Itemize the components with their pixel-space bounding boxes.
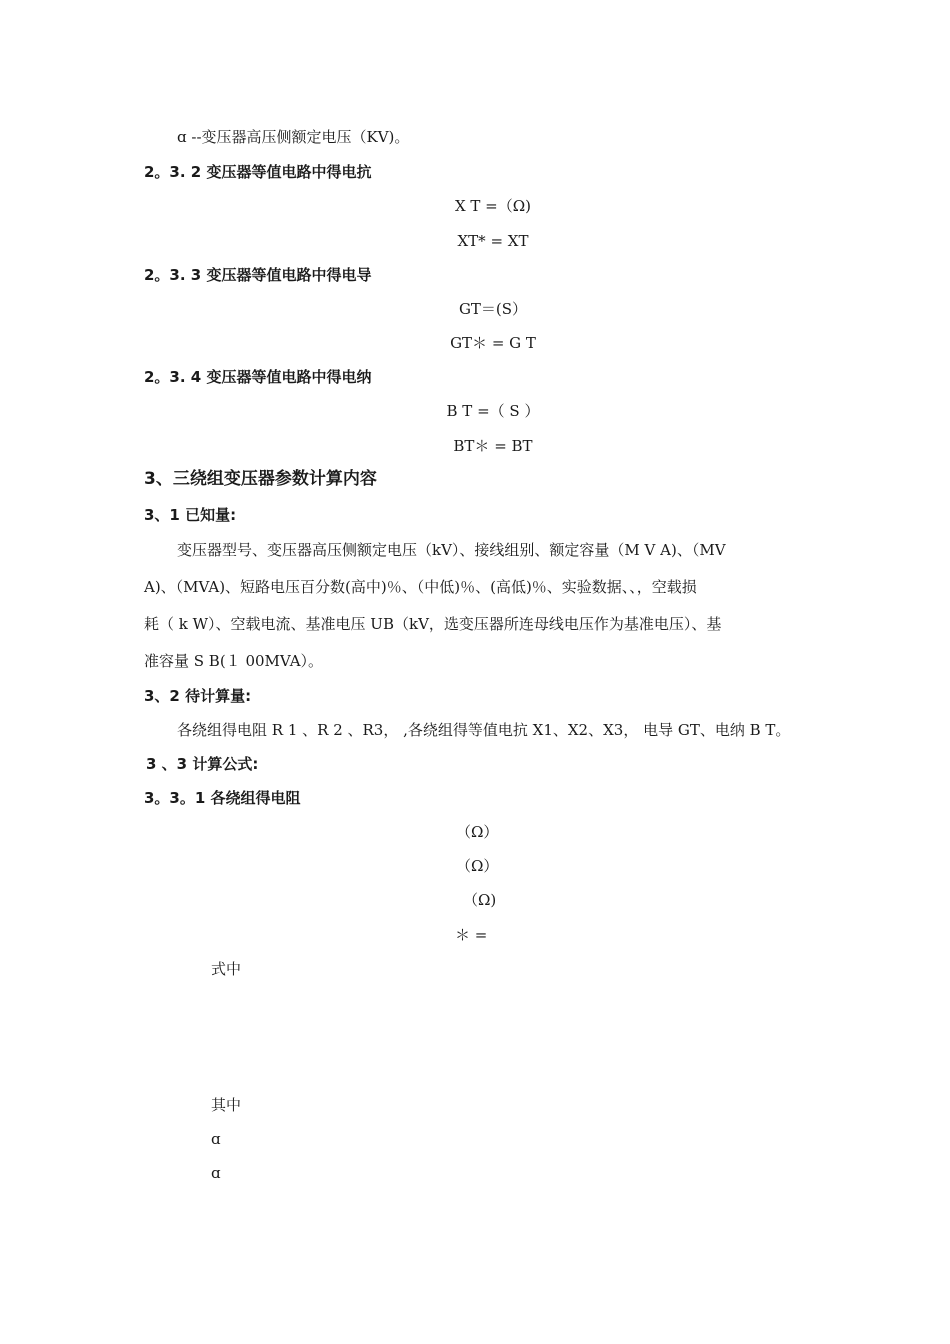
heading-3-2: 3、2 待计算量: xyxy=(144,687,252,705)
alpha-definition-line: ɑ --变压器高压侧额定电压（KV)。 xyxy=(177,128,410,146)
known-line-3: 耗（ k W）、空载电流、基准电压 UB（kV，选变压器所连母线电压作为基准电压）、基 xyxy=(144,615,722,633)
alpha-line-1: ɑ xyxy=(211,1130,221,1148)
formula-gt: GT＝(S） xyxy=(458,300,528,318)
to-calculate-line: 各绕组得电阻 R 1 、R 2 、R3， ,各绕组得等值电抗 X1、X2、X3， 电导 GT、电纳 B T。 xyxy=(177,721,791,739)
known-line-4: 准容量 S B(１ 00MVA）。 xyxy=(144,652,324,670)
heading-2-3-2: 2。3. 2 变压器等值电路中得电抗 xyxy=(144,163,372,181)
heading-3: 3、三绕组变压器参数计算内容 xyxy=(144,469,377,489)
label-shizhong: 式中 xyxy=(211,960,242,978)
formula-bt-pu: BT＊ = BT xyxy=(453,437,533,455)
heading-2-3-3: 2。3. 3 变压器等值电路中得电导 xyxy=(144,266,372,284)
formula-bt: B T =（ S ） xyxy=(446,402,540,420)
alpha-line-2: ɑ xyxy=(211,1164,221,1182)
known-line-1: 变压器型号、变压器高压侧额定电压（kV）、接线组别、额定容量（M V A)、（MV xyxy=(177,541,726,559)
label-qizhong: 其中 xyxy=(211,1096,242,1114)
formula-xt: X T =（Ω) xyxy=(454,197,532,215)
known-line-2: A)、（MVA)、短路电压百分数(高中)％、（中低)％、(高低)％、实验数据、、，空载损 xyxy=(144,578,697,596)
heading-2-3-4: 2。3. 4 变压器等值电路中得电纳 xyxy=(144,368,372,386)
heading-3-3: 3 、3 计算公式: xyxy=(146,755,259,773)
formula-r1: （Ω） xyxy=(456,823,499,841)
formula-r-pu: ＊ = xyxy=(455,926,488,944)
heading-3-1: 3、1 已知量: xyxy=(144,506,237,524)
formula-gt-pu: GT＊ = G T xyxy=(450,334,536,352)
formula-xt-pu: XT* = XT xyxy=(457,232,529,250)
formula-r2: （Ω） xyxy=(456,857,499,875)
heading-3-3-1: 3。3。1 各绕组得电阻 xyxy=(144,789,301,807)
formula-r3: （Ω) xyxy=(463,891,497,909)
